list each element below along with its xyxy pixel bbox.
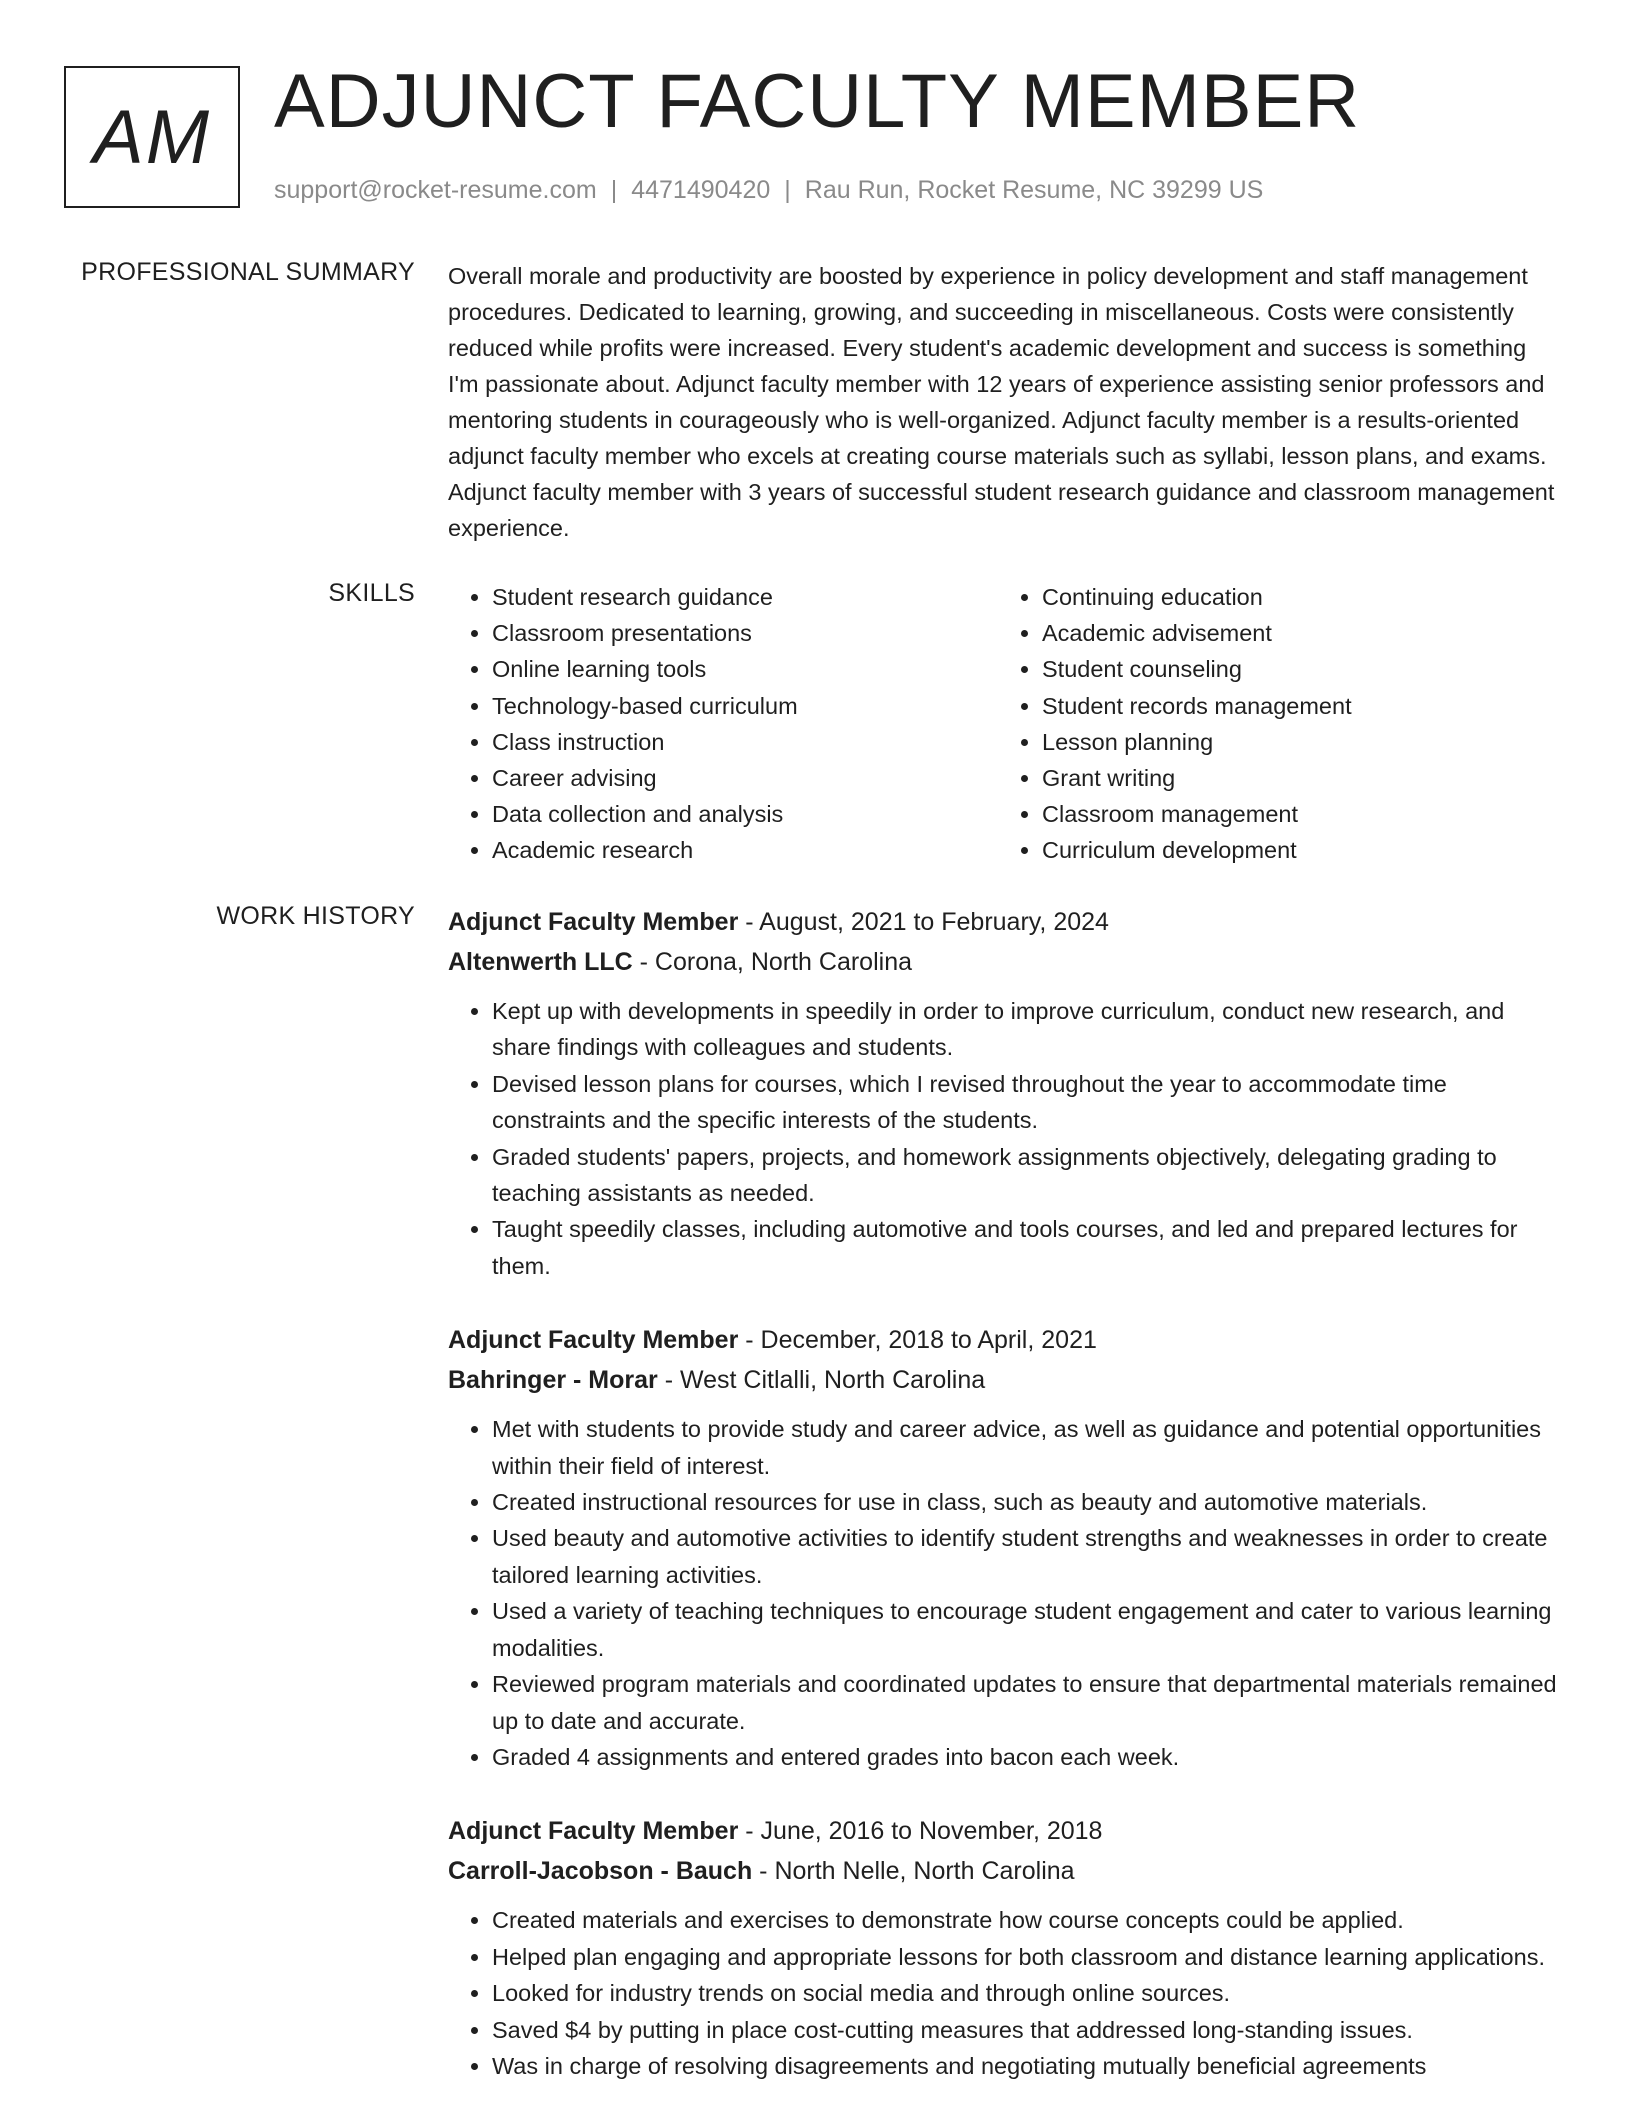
job-bullet: • Was in charge of resolving disagreements and negotiating mutually beneficial agreements <box>492 2048 1563 2084</box>
skill-item: • Curriculum development <box>1042 832 1548 868</box>
job-bullets <box>448 1411 1563 1775</box>
skills-heading: SKILLS <box>328 579 415 607</box>
job-title-line <box>448 1811 1563 1851</box>
resume-title: ADJUNCT FACULTY MEMBER <box>274 59 1361 144</box>
skill-item: • Technology-based curriculum <box>492 688 998 724</box>
contact-separator: | <box>784 176 791 204</box>
monogram-initials: AM <box>93 94 211 180</box>
skill-item: • Lesson planning <box>1042 724 1548 760</box>
contact-address: Rau Run, Rocket Resume, NC 39299 US <box>804 176 1264 204</box>
skill-item: • Student records management <box>1042 688 1548 724</box>
skill-item: • Classroom management <box>1042 796 1548 832</box>
job-company: Carroll-Jacobson - Bauch <box>448 1857 753 1886</box>
skill-item: • Academic advisement <box>1042 615 1548 651</box>
job-bullet: • Kept up with developments in speedily in order to improve curriculum, conduct new research, and share findings with colleagues and students. <box>492 993 1563 1066</box>
job-location: - Corona, North Carolina <box>632 948 913 976</box>
job-company: Bahringer - Morar <box>448 1366 658 1395</box>
job-bullet: • Graded 4 assignments and entered grades into bacon each week. <box>492 1739 1563 1775</box>
job-location: - North Nelle, North Carolina <box>752 1857 1075 1886</box>
skill-item: • Grant writing <box>1042 760 1548 796</box>
job-bullet: • Helped plan engaging and appropriate lessons for both classroom and distance learning applications. <box>492 1939 1563 1975</box>
contact-line <box>274 176 1263 205</box>
job-bullet: • Met with students to provide study and career advice, as well as guidance and potential opportunities within their field of interest. <box>492 1411 1563 1484</box>
contact-email: support@rocket-resume.com <box>274 176 597 204</box>
job-bullet: • Used a variety of teaching techniques to encourage student engagement and cater to various learning modalities. <box>492 1593 1563 1666</box>
job-bullet: • Saved $4 by putting in place cost-cutting measures that addressed long-standing issues. <box>492 2012 1563 2048</box>
skills-list-left <box>448 579 998 869</box>
job-title-line <box>448 902 1563 942</box>
job-bullet: • Looked for industry trends on social media and through online sources. <box>492 1975 1563 2011</box>
work-history-heading: WORK HISTORY <box>216 902 415 930</box>
skill-item: • Data collection and analysis <box>492 796 998 832</box>
work-history-body <box>448 902 1563 2120</box>
job-company-line <box>448 1360 1563 1400</box>
job-bullet: • Used beauty and automotive activities to identify student strengths and weaknesses in order to create tailored learning activities. <box>492 1520 1563 1593</box>
job-dates: - August, 2021 to February, 2024 <box>738 908 1109 936</box>
job-title: Adjunct Faculty Member <box>448 1326 739 1355</box>
skills-columns <box>448 579 1563 869</box>
job-bullet: • Devised lesson plans for courses, which I revised throughout the year to accommodate time constraints and the specific interests of the students. <box>492 1066 1563 1139</box>
job-dates: - December, 2018 to April, 2021 <box>738 1326 1097 1355</box>
job-company: Altenwerth LLC <box>448 948 633 976</box>
job-title: Adjunct Faculty Member <box>448 1817 739 1846</box>
skill-item: • Classroom presentations <box>492 615 998 651</box>
skills-list-right <box>998 579 1548 869</box>
job-company-line <box>448 942 1563 982</box>
job-entry <box>448 1320 1563 1775</box>
skill-item: • Online learning tools <box>492 651 998 687</box>
job-dates: - June, 2016 to November, 2018 <box>738 1817 1103 1846</box>
job-entry <box>448 1811 1563 2084</box>
job-bullets <box>448 1902 1563 2084</box>
monogram-box <box>64 66 240 208</box>
summary-text: Overall morale and productivity are boosted by experience in policy development and staff management procedures. Dedicated to learning, growing, and succeeding in miscellaneous. Costs were consistently reduced while profits were increased. Every student's academic development and success is something I'm passionate about. Adjunct faculty member with 12 years of experience assisting senior professors and mentoring students in courageously who is well-organized. Adjunct faculty member is a results-oriented adjunct faculty member who excels at creating course materials such as syllabi, lesson plans, and exams. Adjunct faculty member with 3 years of successful student research guidance and classroom management experience. <box>448 263 1555 541</box>
job-bullet: • Reviewed program materials and coordinated updates to ensure that departmental materials remained up to date and accurate. <box>492 1666 1563 1739</box>
skill-item: • Career advising <box>492 760 998 796</box>
contact-phone: 4471490420 <box>631 176 771 204</box>
job-bullet: • Created instructional resources for use in class, such as beauty and automotive materials. <box>492 1484 1563 1520</box>
job-company-line <box>448 1851 1563 1891</box>
skill-item: • Class instruction <box>492 724 998 760</box>
summary-heading: PROFESSIONAL SUMMARY <box>81 258 415 286</box>
job-bullet: • Taught speedily classes, including automotive and tools courses, and led and prepared lectures for them. <box>492 1211 1563 1284</box>
skills-body <box>448 579 1563 869</box>
skill-item: • Student counseling <box>1042 651 1548 687</box>
job-bullet: • Graded students' papers, projects, and homework assignments objectively, delegating grading to teaching assistants as needed. <box>492 1139 1563 1212</box>
skill-item: • Student research guidance <box>492 579 998 615</box>
skill-item: • Continuing education <box>1042 579 1548 615</box>
job-bullet: • Created materials and exercises to demonstrate how course concepts could be applied. <box>492 1902 1563 1938</box>
job-bullets <box>448 993 1563 1284</box>
summary-body <box>448 258 1563 546</box>
skill-item: • Academic research <box>492 832 998 868</box>
job-title: Adjunct Faculty Member <box>448 908 739 936</box>
job-location: - West Citlalli, North Carolina <box>657 1366 986 1395</box>
job-title-line <box>448 1320 1563 1360</box>
job-entry <box>448 902 1563 1284</box>
contact-separator: | <box>610 176 618 204</box>
